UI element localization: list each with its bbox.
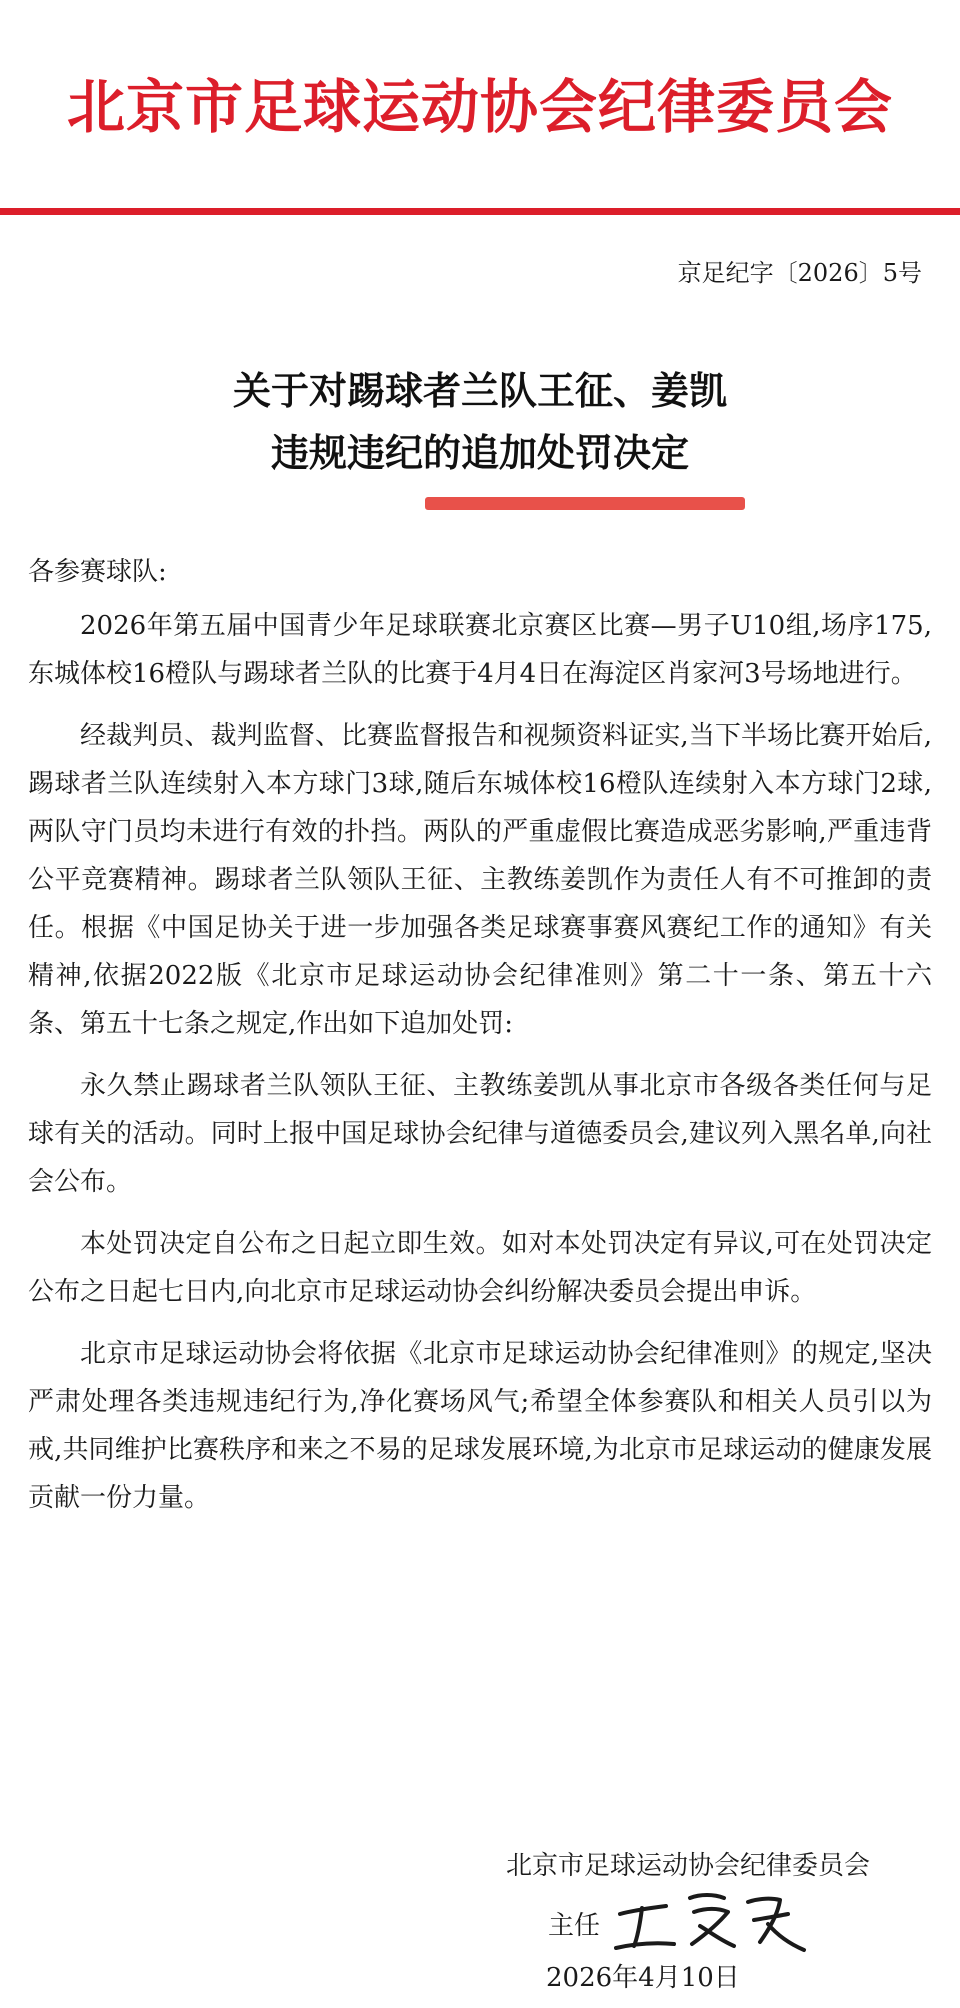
letterhead-title: 北京市足球运动协会纪律委员会 xyxy=(66,73,893,141)
signature-block xyxy=(0,1846,960,2006)
salutation: 各参赛球队: xyxy=(28,557,167,587)
paragraph-match-info: 2026年第五届中国青少年足球联赛北京赛区比赛—男子U10组,场序175,东城体校16橙队与踢球者兰队的比赛于4月4日在海淀区肖家河3号场地进行。 xyxy=(28,611,932,689)
signature-role: 主任 xyxy=(548,1911,601,1941)
letterhead-rule xyxy=(0,208,960,215)
document-body xyxy=(28,548,932,1536)
signature-organization: 北京市足球运动协会纪律委员会 xyxy=(505,1851,870,1881)
document-title xyxy=(0,360,960,484)
paragraph-penalty: 永久禁止踢球者兰队领队王征、主教练姜凯从事北京市各级各类任何与足球有关的活动。同时上报中国足球协会纪律与道德委员会,建议列入黑名单,向社会公布。 xyxy=(28,1071,932,1197)
paragraph-findings: 经裁判员、裁判监督、比赛监督报告和视频资料证实,当下半场比赛开始后,踢球者兰队连续射入本方球门3球,随后东城体校16橙队连续射入本方球门2球,两队守门员均未进行有效的扑挡。两队的严重虚假比赛造成恶劣影响,严重违背公平竞赛精神。踢球者兰队领队王征、主教练姜凯作为责任人有不可推卸的责任。根据《中国足协关于进一步加强各类足球赛事赛风赛纪工作的通知》有关精神,依据2022版《北京市足球运动协会纪律准则》第二十一条、第五十六条、第五十七条之规定,作出如下追加处罚: xyxy=(28,721,932,1039)
document-number: 京足纪字〔2026〕5号 xyxy=(677,259,922,287)
paragraph-closing: 北京市足球运动协会将依据《北京市足球运动协会纪律准则》的规定,坚决严肃处理各类违规违纪行为,净化赛场风气;希望全体参赛队和相关人员引以为戒,共同维护比赛秩序和来之不易的足球发展环境,为北京市足球运动的健康发展贡献一份力量。 xyxy=(28,1339,932,1513)
paragraph-effective-appeal: 本处罚决定自公布之日起立即生效。如对本处罚决定有异议,可在处罚决定公布之日起七日内,向北京市足球运动协会纠纷解决委员会提出申诉。 xyxy=(28,1229,932,1307)
document-title-line-2: 违规违纪的追加处罚决定 xyxy=(270,430,689,475)
signature-date: 2026年4月10日 xyxy=(546,1963,740,1993)
document-title-line-1: 关于对踢球者兰队王征、姜凯 xyxy=(232,368,727,413)
handwritten-signature xyxy=(610,1884,810,1964)
title-highlight-underline xyxy=(425,497,745,510)
